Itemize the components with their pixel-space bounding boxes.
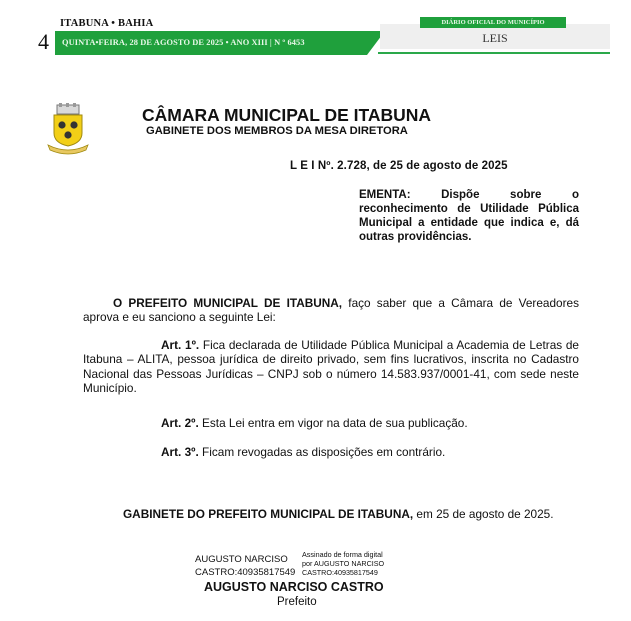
article-3-label: Art. 3º. — [161, 445, 199, 459]
digital-note-line-1: Assinado de forma digital — [302, 550, 383, 559]
section-title: LEIS — [482, 31, 508, 45]
article-1 — [83, 338, 579, 396]
page-number: 4 — [38, 29, 49, 54]
closing-bold: GABINETE DO PREFEITO MUNICIPAL DE ITABUNA, — [123, 507, 414, 521]
closing-text: em 25 de agosto de 2025. — [413, 507, 554, 521]
preamble-text: faço saber que a Câmara de Vereadores aprova e eu sanciono a seguinte Lei: — [83, 296, 579, 325]
article-1-label: Art. 1º. — [161, 338, 200, 352]
article-2 — [83, 416, 579, 430]
digital-certificate-name — [195, 553, 295, 579]
city-state-label: ITABUNA • BAHIA — [60, 18, 154, 29]
section-underline — [378, 52, 610, 54]
cert-name-line-1: AUGUSTO NARCISO — [195, 554, 288, 565]
article-2-label: Art. 2º. — [161, 416, 199, 430]
article-3 — [83, 445, 579, 459]
signatory-name: AUGUSTO NARCISO CASTRO — [204, 580, 384, 594]
cert-name-line-2: CASTRO:40935817549 — [195, 567, 296, 578]
municipal-coat-of-arms-icon — [46, 103, 90, 155]
publication-tag: DIÁRIO OFICIAL DO MUNICÍPIO — [420, 17, 566, 28]
issue-date-line: QUINTA•FEIRA, 28 DE AGOSTO DE 2025 • ANO XIII | N º 6453 — [62, 38, 305, 47]
law-heading: L E I Nº. 2.728, de 25 de agosto de 2025 — [290, 160, 508, 172]
digital-note-line-2: por AUGUSTO NARCISO — [302, 559, 385, 568]
preamble-bold: O PREFEITO MUNICIPAL DE ITABUNA, — [113, 296, 343, 310]
digital-signature-note — [302, 550, 384, 577]
article-3-text: Ficam revogadas as disposições em contrário. — [198, 445, 446, 459]
law-ementa: EMENTA: Dispõe sobre o reconhecimento de Utilidade Pública Municipal a entidade que indica e, dá outras providências. — [359, 189, 579, 243]
article-2-text: Esta Lei entra em vigor na data de sua publicação. — [198, 416, 468, 430]
digital-note-line-3: CASTRO:40935817549 — [302, 568, 378, 577]
chamber-subtitle: GABINETE DOS MEMBROS DA MESA DIRETORA — [146, 125, 408, 137]
signatory-role: Prefeito — [277, 596, 317, 608]
closing-paragraph — [83, 507, 579, 521]
article-1-text: Fica declarada de Utilidade Pública Municipal a Academia de Letras de Itabuna – ALITA, pessoa jurídica de direito privado, sem fins lucrativos, inscrita no Cadastro Nacional das Pessoas Jurídicas – CNPJ sob o número 14.583.937/0001-41, com sede neste Município. — [83, 338, 579, 396]
preamble-paragraph — [83, 296, 579, 325]
chamber-title: CÂMARA MUNICIPAL DE ITABUNA — [142, 105, 432, 125]
